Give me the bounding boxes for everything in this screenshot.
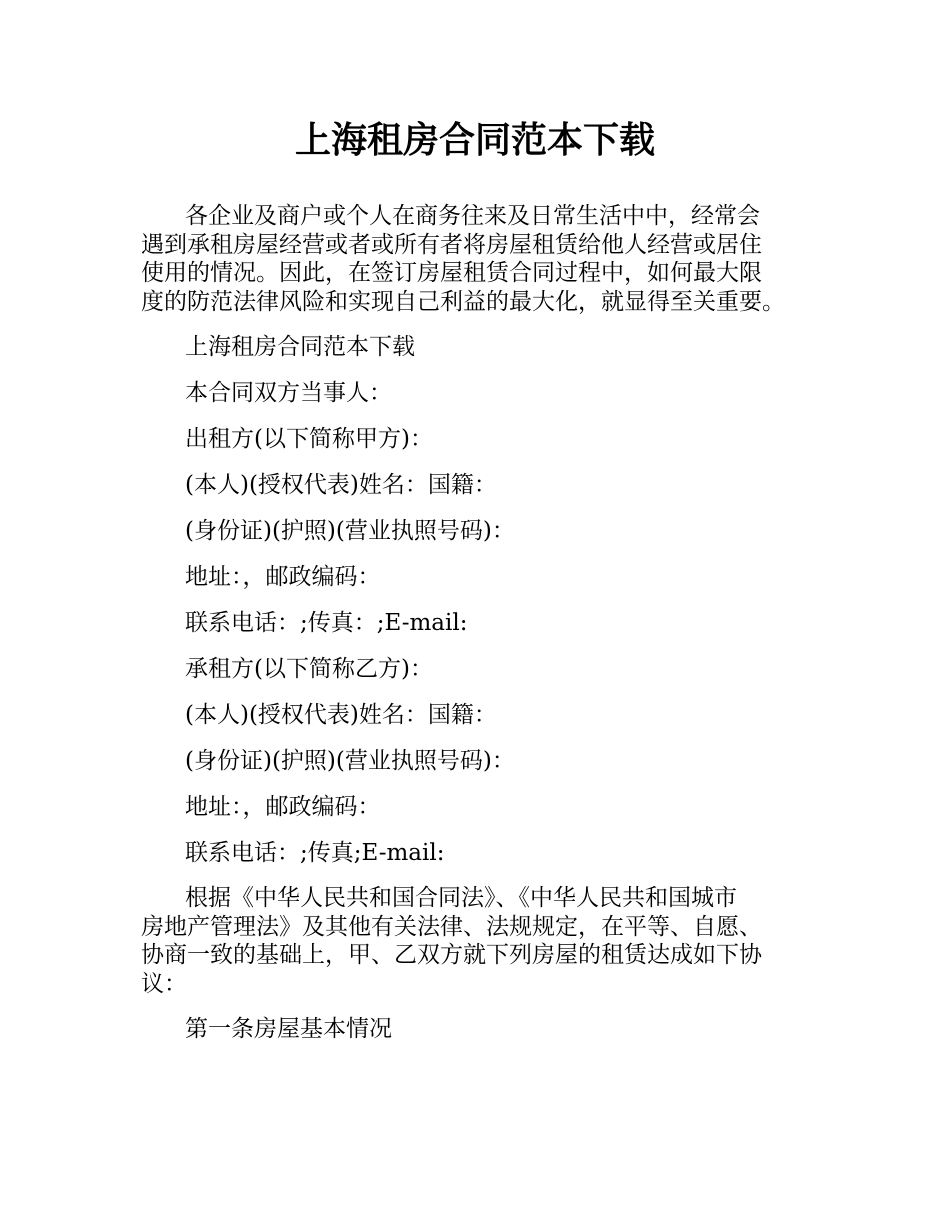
document-body	[141, 202, 831, 1060]
lessee-address-line: 地址：，邮政编码：	[185, 794, 381, 820]
intro-paragraph: 各企业及商户或个人在商务往来及日常生活中中，经常会 遇到承租房屋经营或者或所有者将房屋租赁给他人经营或居住 使用的情况。因此，在签订房屋租赁合同过程中，如何最大限 度的防范法律风险和实现自己利益的最大化，就显得至关重要。	[141, 203, 785, 315]
lessor-address-line: 地址：，邮政编码：	[185, 564, 381, 590]
lessee-contact-line: 联系电话：;传真;E-mail:	[185, 840, 445, 866]
legal-basis-paragraph: 根据《中华人民共和国合同法》、《中华人民共和国城市 房地产管理法》及其他有关法律、法规规定，在平等、自愿、 协商一致的基础上，甲、乙双方就下列房屋的租赁达成如下协 议：	[141, 885, 762, 997]
lessor-id-line: (身份证)(护照)(营业执照号码)：	[185, 518, 515, 544]
parties-heading: 本合同双方当事人：	[185, 380, 392, 406]
lessee-heading: 承租方(以下简称乙方)：	[185, 656, 433, 682]
lessor-heading: 出租方(以下简称甲方)：	[185, 426, 433, 452]
lessee-name-line: (本人)(授权代表)姓名：国籍：	[185, 702, 497, 728]
article-1-heading: 第一条房屋基本情况	[185, 1016, 392, 1042]
lessee-id-line: (身份证)(护照)(营业执照号码)：	[185, 748, 515, 774]
document-title: 上海租房合同范本下载	[294, 120, 655, 161]
lessor-contact-line: 联系电话：;传真：;E-mail:	[185, 610, 468, 636]
subtitle-line: 上海租房合同范本下载	[185, 334, 415, 360]
lessor-name-line: (本人)(授权代表)姓名：国籍：	[185, 472, 497, 498]
